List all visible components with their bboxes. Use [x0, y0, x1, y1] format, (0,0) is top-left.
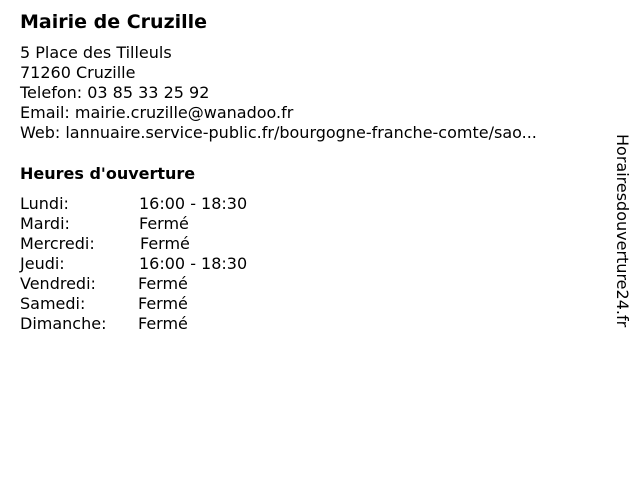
email-text: Email: mairie.cruzille@wanadoo.fr — [20, 103, 294, 122]
day-label: Mardi: — [20, 214, 70, 233]
hours-value: 16:00 - 18:30 — [139, 194, 248, 213]
day-label: Vendredi: — [20, 274, 96, 293]
day-label: Dimanche: — [20, 314, 107, 333]
hours-value: Fermé — [139, 214, 189, 233]
web-text: Web: lannuaire.service-public.fr/bourgogne-franche-comte/sao... — [20, 123, 537, 142]
hours-value: Fermé — [138, 274, 188, 293]
address-street: 5 Place des Tilleuls — [20, 43, 172, 62]
day-label: Samedi: — [20, 294, 86, 313]
hours-value: Fermé — [140, 234, 190, 253]
hours-value: Fermé — [138, 294, 188, 313]
day-label: Lundi: — [20, 194, 69, 213]
day-label: Mercredi: — [20, 234, 95, 253]
phone-text: Telefon: 03 85 33 25 92 — [20, 83, 210, 102]
site-watermark: Horairesdouverture24.fr — [613, 134, 632, 328]
day-label: Jeudi: — [20, 254, 65, 273]
hours-heading: Heures d'ouverture — [20, 164, 196, 183]
hours-value: Fermé — [138, 314, 188, 333]
page-title: Mairie de Cruzille — [20, 11, 208, 33]
contact-block — [20, 43, 537, 143]
address-city: 71260 Cruzille — [20, 63, 136, 82]
hours-value: 16:00 - 18:30 — [139, 254, 248, 273]
